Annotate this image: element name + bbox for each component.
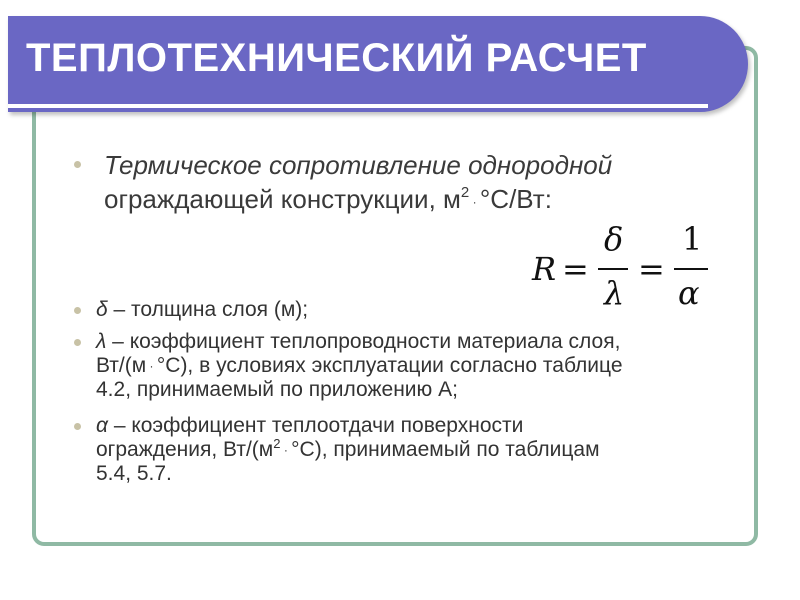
sub-bullet-3-line3: 5.4, 5.7. <box>96 462 172 485</box>
sub-bullet-3-line2-suffix: °С), принимаемый по таблицам <box>291 438 600 461</box>
sub-bullet-2-line3: 4.2, принимаемый по приложению А; <box>96 378 458 401</box>
main-bullet-line1: Термическое сопротивление однородной <box>104 150 613 180</box>
sub-bullet-3-line2-dot: · <box>280 443 292 457</box>
main-bullet-dot <box>74 161 81 168</box>
sub-bullet-2-symbol: λ <box>96 330 107 353</box>
sub-bullet-2-line2-suffix: °С), в условиях эксплуатации согласно таблице <box>156 354 623 377</box>
main-bullet-line2-dot: · <box>469 195 480 209</box>
formula-eq1: = <box>562 250 589 288</box>
formula-den1: λ <box>604 274 625 312</box>
sub-bullet-3-line2-sup: 2 <box>273 436 281 451</box>
main-bullet-line2-suffix: °С/Вт: <box>479 184 552 214</box>
formula-num1: δ <box>604 220 624 258</box>
sub-bullet-2-line1 <box>96 330 776 354</box>
main-bullet-text <box>104 148 744 219</box>
sub-bullet-3-symbol: α <box>96 414 108 437</box>
sub-bullet-3-line2 <box>96 438 776 462</box>
sub-bullet-1 <box>96 298 776 322</box>
sub-bullet-3 <box>96 414 776 486</box>
main-bullet-line2-prefix: ограждающей конструкции, м <box>104 184 461 214</box>
sub-bullet-2-line1-text: – коэффициент теплопроводности материала слоя, <box>106 330 621 353</box>
title-underline <box>8 104 708 108</box>
sub-bullet-1-text: – толщина слоя (м); <box>107 298 309 321</box>
sub-bullet-2-line2-prefix: Вт/(м <box>96 354 147 377</box>
sub-bullet-3-line1 <box>96 414 776 438</box>
main-bullet-line2-sup: 2 <box>460 184 470 201</box>
formula-den2: α <box>678 274 700 312</box>
sub-bullet-3-line1-text: – коэффициент теплоотдачи поверхности <box>107 414 524 437</box>
sub-bullet-dot-3 <box>74 423 81 430</box>
sub-bullet-dot-1 <box>74 307 81 314</box>
sub-bullet-dot-2 <box>74 339 81 346</box>
main-bullet-line2 <box>104 182 744 219</box>
sub-bullet-2 <box>96 330 776 402</box>
sub-bullet-2-line2-dot: · <box>146 359 157 373</box>
sub-bullet-2-line2 <box>96 354 776 378</box>
formula-num2: 1 <box>682 220 703 258</box>
slide-title: ТЕПЛОТЕХНИЧЕСКИЙ РАСЧЕТ <box>26 36 647 80</box>
formula-lhs: R <box>532 250 557 288</box>
formula-bar2 <box>674 268 708 270</box>
formula-bar1 <box>598 268 628 270</box>
formula-eq2: = <box>638 250 665 288</box>
sub-bullet-3-line2-prefix: ограждения, Вт/(м <box>96 438 274 461</box>
sub-bullet-1-symbol: δ <box>96 298 108 321</box>
